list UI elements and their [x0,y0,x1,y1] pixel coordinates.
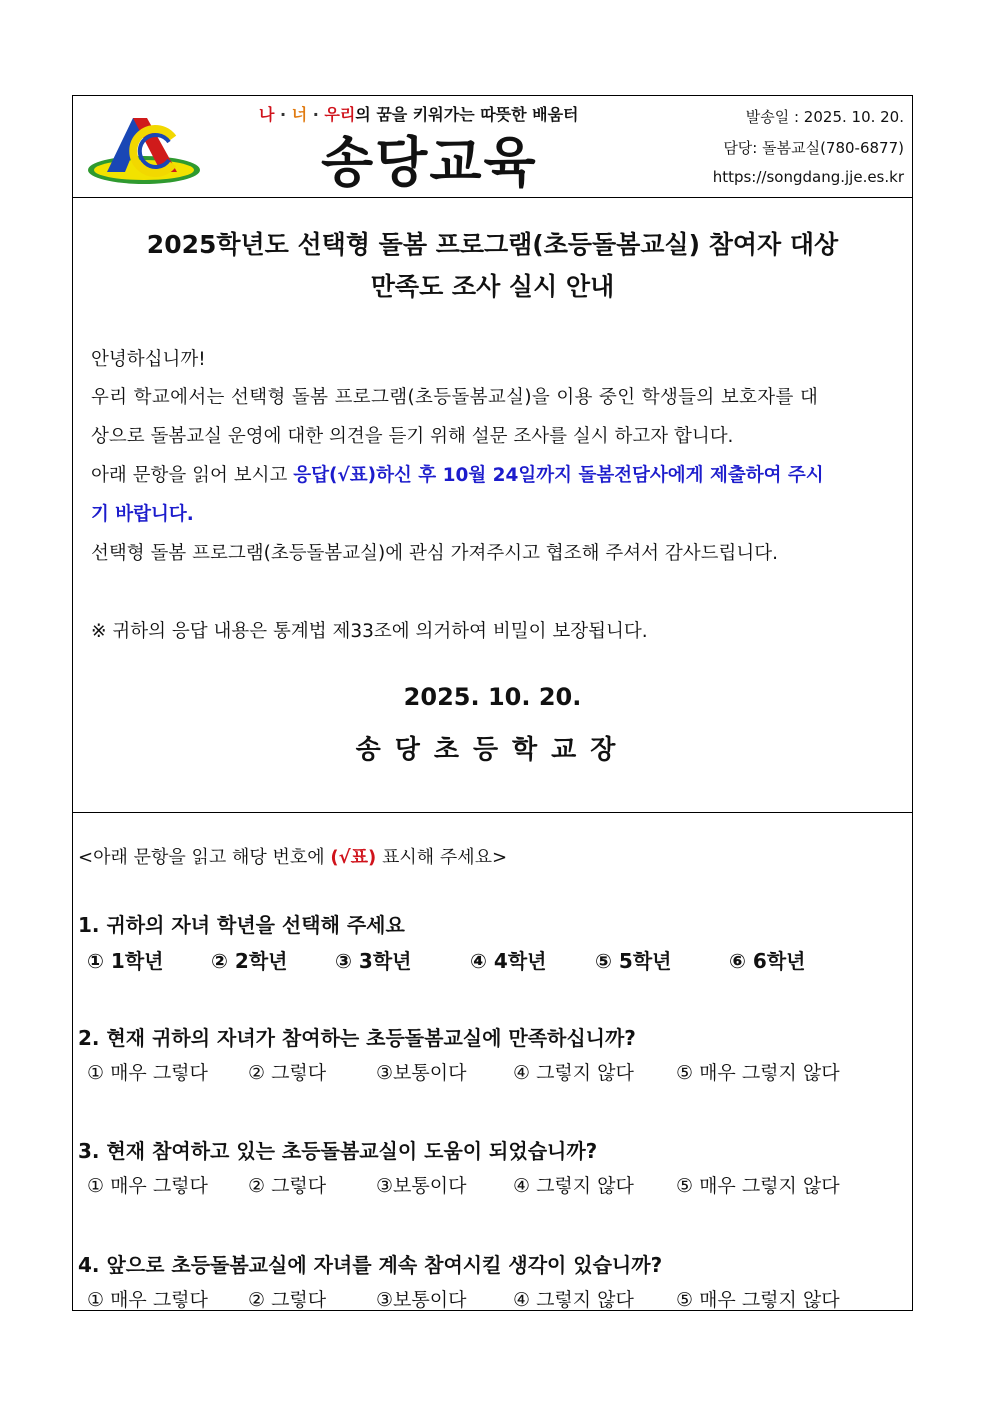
paragraph1-line1: 우리 학교에서는 선택형 돌봄 프로그램(초등돌봄교실)을 이용 중인 학생들의 보호자를 대 [91,387,819,408]
q1-option-3[interactable]: ③ 3학년 [335,949,412,973]
instruction-mark: (√표) [330,847,377,868]
paragraph1-line2: 상으로 돌봄교실 운영에 대한 의견을 듣기 위해 설문 조사를 실시 하고자 합니다. [91,426,734,447]
document-frame [72,95,913,1311]
q3-option-3[interactable]: ③보통이다 [376,1175,467,1197]
contact-info: 담당: 돌봄교실(780-6877) [723,139,904,157]
school-logo-icon [85,108,203,188]
letterhead [73,96,912,198]
newsletter-title: 송당교육 [321,131,538,194]
privacy-note: ※ 귀하의 응답 내용은 통계법 제33조에 의거하여 비밀이 보장됩니다. [91,621,648,642]
slogan-uri: 우리 [324,105,356,124]
q1-option-5[interactable]: ⑤ 5학년 [595,949,672,973]
notice-date: 2025. 10. 20. [403,683,582,711]
slogan-rest: 의 꿈을 키워가는 따뜻한 배움터 [355,105,579,124]
principal-signature: 송당초등학교장 [355,735,630,765]
school-url[interactable]: https://songdang.jje.es.kr [712,168,904,186]
q4-option-5[interactable]: ⑤ 매우 그렇지 않다 [676,1289,840,1311]
q2-option-2[interactable]: ② 그렇다 [248,1062,327,1084]
q3-option-1[interactable]: ① 매우 그렇다 [87,1175,208,1197]
slogan-sep2: · [307,105,325,124]
survey-instruction [78,843,507,869]
paragraph2-highlight1: 응답(√표)하신 후 10월 24일까지 돌봄전담사에게 제출하여 주시 [293,465,824,486]
slogan-sep1: · [274,105,292,124]
instruction-prefix: <아래 문항을 읽고 해당 번호에 [78,847,331,868]
q2-option-3[interactable]: ③보통이다 [376,1062,467,1084]
q1-option-6[interactable]: ⑥ 6학년 [729,949,806,973]
q1-option-2[interactable]: ② 2학년 [211,949,288,973]
notice-section [73,197,912,813]
notice-title-line1: 2025학년도 선택형 돌봄 프로그램(초등돌봄교실) 참여자 대상 [146,230,839,259]
q4-option-4[interactable]: ④ 그렇지 않다 [513,1289,634,1311]
greeting: 안녕하십니까! [91,349,206,370]
q2-option-1[interactable]: ① 매우 그렇다 [87,1062,208,1084]
question-3: 3. 현재 참여하고 있는 초등돌봄교실이 도움이 되었습니까? [78,1139,598,1163]
slogan-na: 나 [259,105,275,124]
q3-option-2[interactable]: ② 그렇다 [248,1175,327,1197]
paragraph2-line2 [91,500,194,526]
q4-option-3[interactable]: ③보통이다 [376,1289,467,1311]
paragraph2-highlight2: 기 바랍니다. [91,504,194,525]
paragraph2-prefix: 아래 문항을 읽어 보시고 [91,465,294,486]
q3-option-4[interactable]: ④ 그렇지 않다 [513,1175,634,1197]
question-4: 4. 앞으로 초등돌봄교실에 자녀를 계속 참여시킬 생각이 있습니까? [78,1253,663,1277]
q1-option-4[interactable]: ④ 4학년 [470,949,547,973]
sent-date: 발송일 : 2025. 10. 20. [745,108,904,126]
q1-option-1[interactable]: ① 1학년 [87,949,164,973]
question-2: 2. 현재 귀하의 자녀가 참여하는 초등돌봄교실에 만족하십니까? [78,1026,636,1050]
q4-option-1[interactable]: ① 매우 그렇다 [87,1289,208,1311]
paragraph2-line1 [91,461,824,487]
q2-option-5[interactable]: ⑤ 매우 그렇지 않다 [676,1062,840,1084]
q4-option-2[interactable]: ② 그렇다 [248,1289,327,1311]
q2-option-4[interactable]: ④ 그렇지 않다 [513,1062,634,1084]
notice-title-line2: 만족도 조사 실시 안내 [370,272,615,301]
slogan-neo: 너 [291,105,308,124]
paragraph3: 선택형 돌봄 프로그램(초등돌봄교실)에 관심 가져주시고 협조해 주셔서 감사드립니다. [91,543,778,564]
instruction-suffix: 표시해 주세요> [376,847,508,868]
question-1: 1. 귀하의 자녀 학년을 선택해 주세요 [78,913,405,937]
q3-option-5[interactable]: ⑤ 매우 그렇지 않다 [676,1175,840,1197]
